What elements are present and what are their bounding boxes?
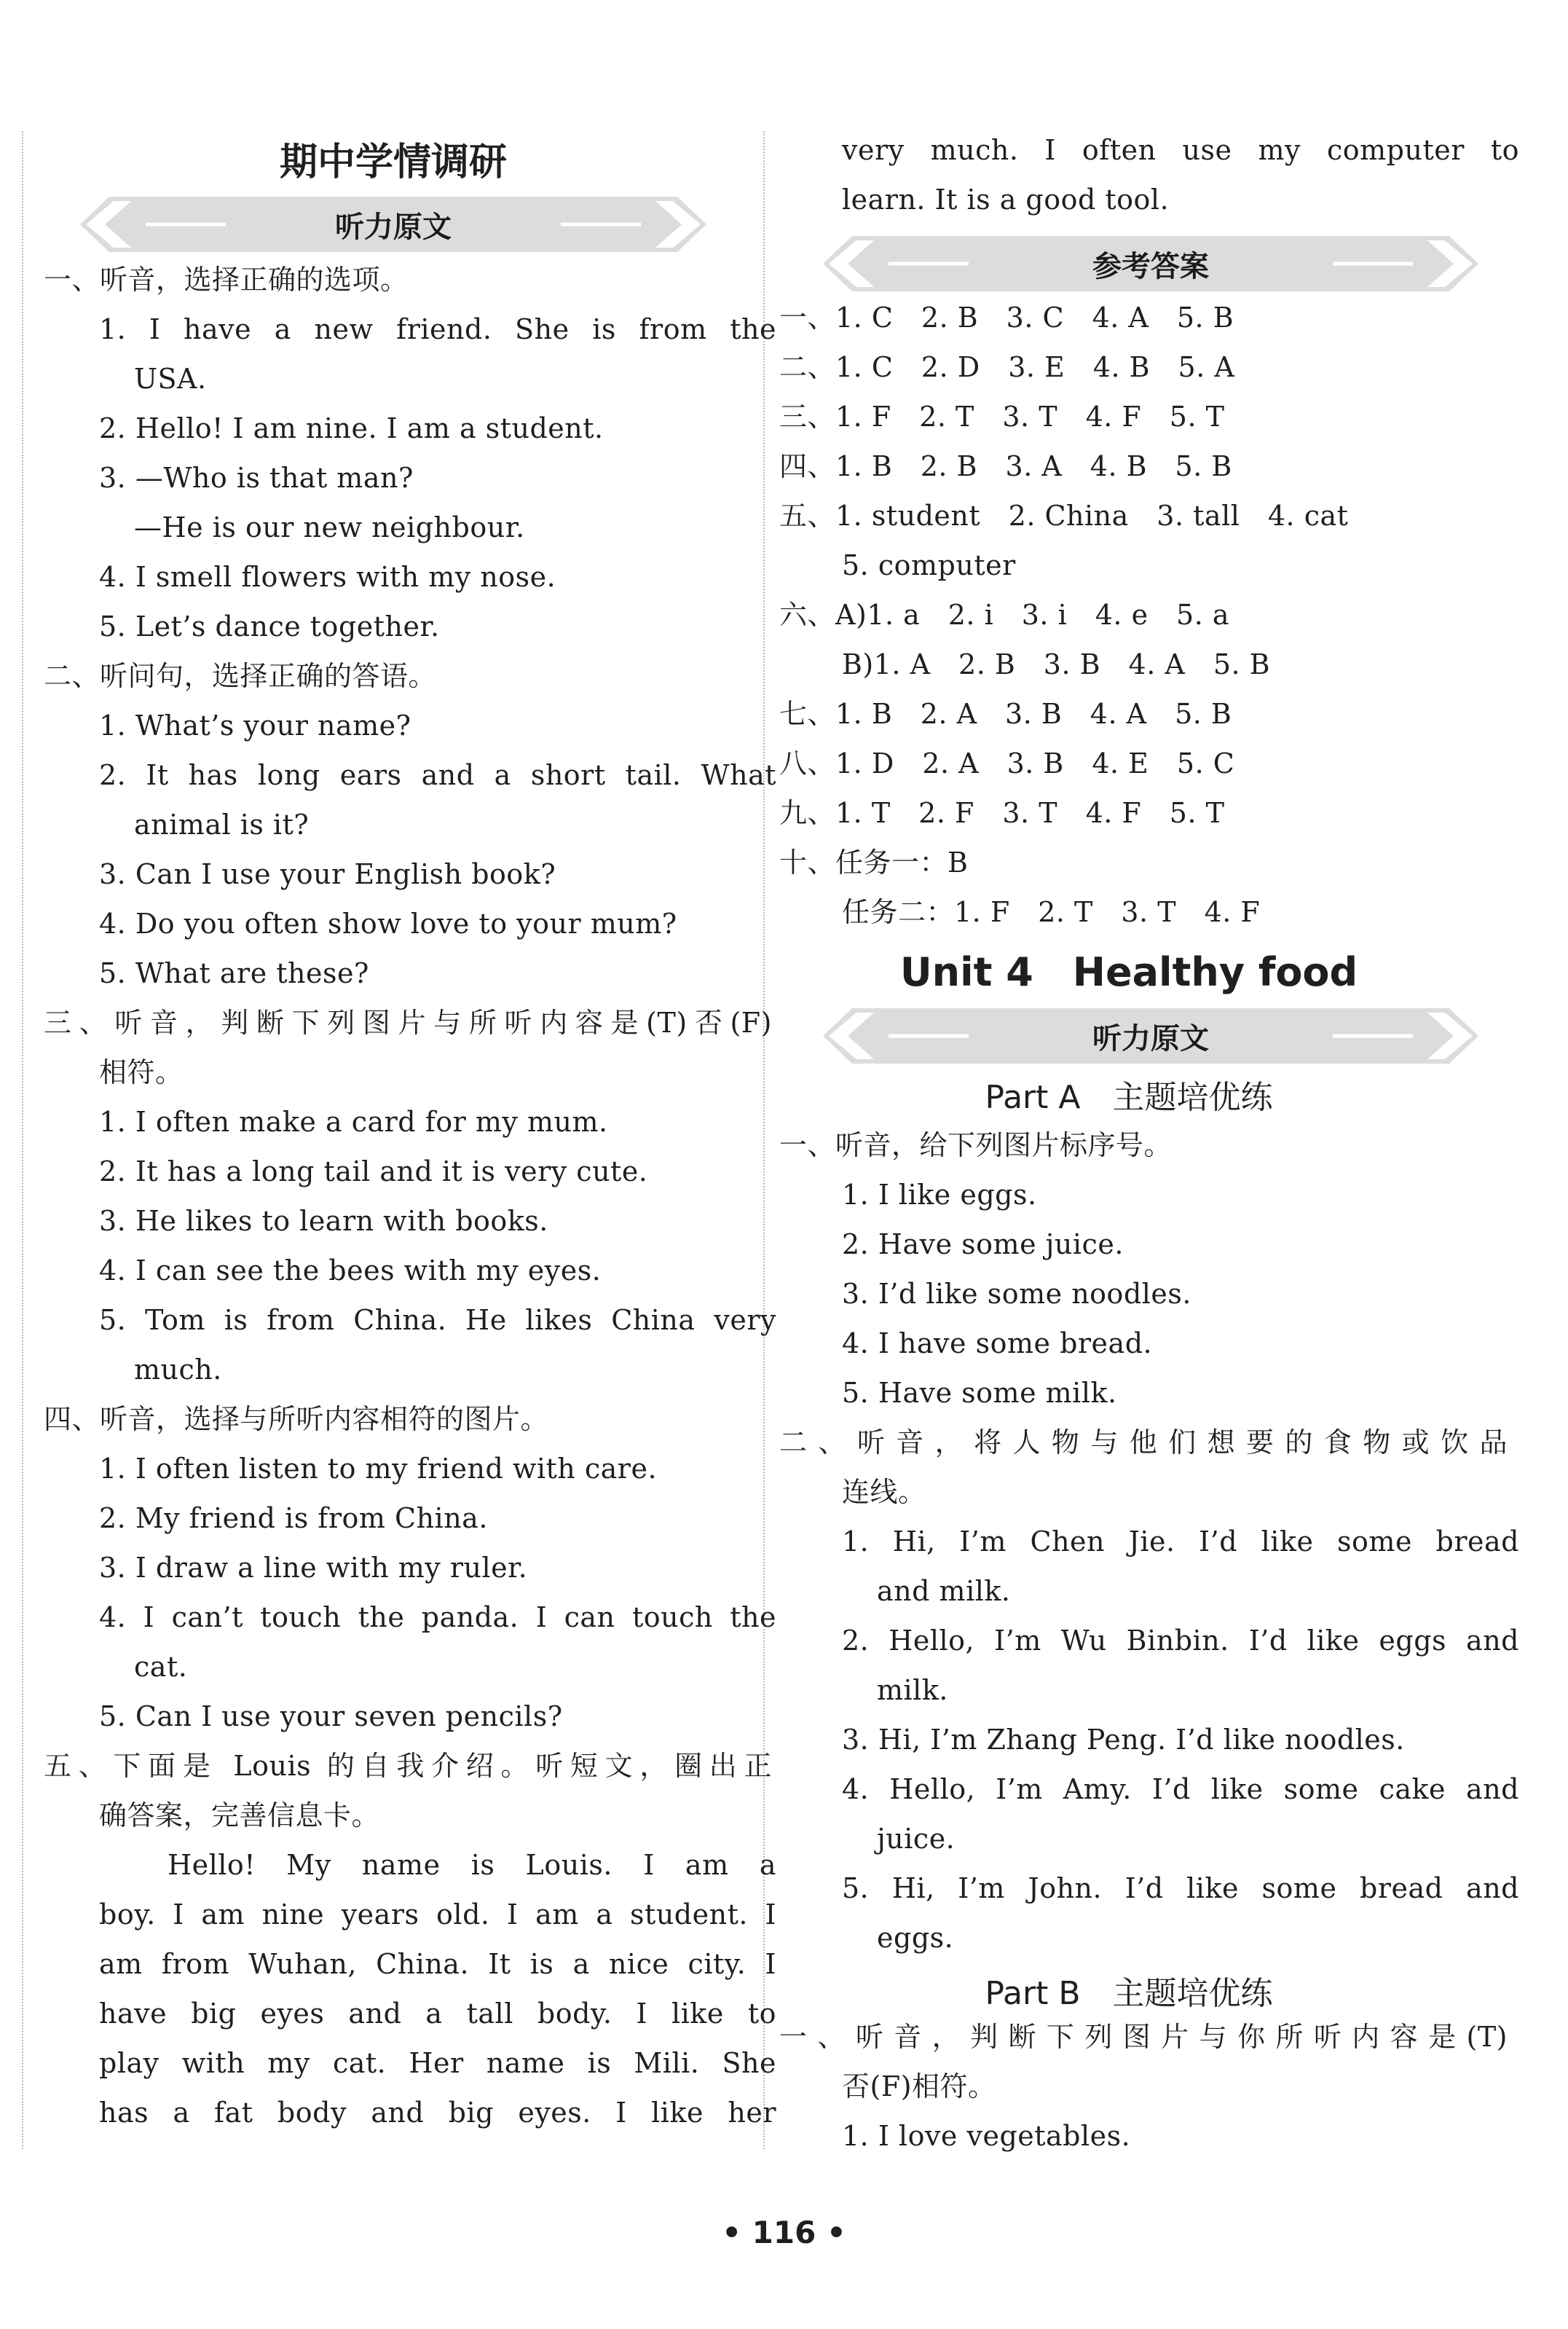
text-line: 1. Hi, I’m Chen Jie. I’d like some bread xyxy=(842,1525,1519,1558)
text-line: 4. Hello, I’m Amy. I’d like some cake and xyxy=(842,1773,1519,1805)
answer-line: 任务二：1. F 2. T 3. T 4. F xyxy=(842,896,1261,928)
answer-banner xyxy=(823,236,1478,291)
answer-line: 九、1. T 2. F 3. T 4. F 5. T xyxy=(779,797,1225,829)
section-heading: 五、下面是 Louis 的自我介绍。听短文，圈出正 xyxy=(44,1750,772,1782)
text-line: 2. Have some juice. xyxy=(842,1228,1124,1260)
answer-line: 八、1. D 2. A 3. B 4. E 5. C xyxy=(779,747,1235,779)
part-a-heading: Part A 主题培优练 xyxy=(985,1079,1273,1116)
text-line: 相符。 xyxy=(99,1056,184,1088)
text-line: 5. Let’s dance together. xyxy=(99,610,440,643)
text-line: 2. Hello, I’m Wu Binbin. I’d like eggs and xyxy=(842,1625,1519,1657)
section-heading: 三、听音，判断下列图片与所听内容是(T)否(F) xyxy=(44,1007,772,1039)
text-line: 1. I love vegetables. xyxy=(842,2120,1131,2152)
text-line: juice. xyxy=(877,1823,956,1855)
text-line: 2. It has a long tail and it is very cute. xyxy=(99,1155,648,1187)
answer-line: 二、1. C 2. D 3. E 4. B 5. A xyxy=(779,351,1235,383)
text-line: Hello! My name is Louis. I am a xyxy=(168,1849,776,1881)
text-line: 4. I can’t touch the panda. I can touch the xyxy=(99,1601,776,1633)
section-heading: 一、听音，给下列图片标序号。 xyxy=(779,1129,1173,1161)
text-line: cat. xyxy=(134,1651,188,1683)
text-line: 3. Hi, I’m Zhang Peng. I’d like noodles. xyxy=(842,1724,1405,1756)
text-line: 1. I often listen to my friend with care. xyxy=(99,1453,658,1485)
part-b-heading: Part B 主题培优练 xyxy=(985,1975,1273,2012)
text-line: 否(F)相符。 xyxy=(842,2070,996,2102)
text-line: much. xyxy=(134,1354,222,1386)
text-line: USA. xyxy=(134,363,207,395)
text-line: 1. I often make a card for my mum. xyxy=(99,1106,608,1138)
text-line: 3. I draw a line with my ruler. xyxy=(99,1552,528,1584)
text-line: 5. Have some milk. xyxy=(842,1377,1117,1409)
text-line: 2. It has long ears and a short tail. What xyxy=(99,759,776,791)
text-line: 4. I smell flowers with my nose. xyxy=(99,561,556,593)
text-line: animal is it? xyxy=(134,809,310,841)
answer-line: B)1. A 2. B 3. B 4. A 5. B xyxy=(842,648,1271,680)
section-heading: 二、听问句，选择正确的答语。 xyxy=(44,660,437,692)
text-line: 4. Do you often show love to your mum? xyxy=(99,908,677,940)
text-line: 1. I have a new friend. She is from the xyxy=(99,313,776,345)
text-line: 4. I can see the bees with my eyes. xyxy=(99,1254,602,1287)
unit-title: Unit 4 Healthy food xyxy=(899,949,1358,995)
answer-line: 5. computer xyxy=(842,549,1016,581)
answer-line: 七、1. B 2. A 3. B 4. A 5. B xyxy=(779,698,1232,730)
text-line: 5. Tom is from China. He likes China very xyxy=(99,1304,776,1336)
text-line: 确答案，完善信息卡。 xyxy=(99,1799,380,1831)
text-line: 5. Hi, I’m John. I’d like some bread and xyxy=(842,1872,1519,1904)
text-line: 1. I like eggs. xyxy=(842,1179,1037,1211)
text-line: 5. What are these? xyxy=(99,957,369,989)
banner-text: 听力原文 xyxy=(1092,1022,1209,1056)
page-title: 期中学情调研 xyxy=(279,141,507,184)
text-line: milk. xyxy=(877,1674,948,1706)
text-line: —He is our new neighbour. xyxy=(134,511,525,543)
answer-line: 十、任务一：B xyxy=(779,847,969,879)
text-line: 4. I have some bread. xyxy=(842,1327,1153,1359)
answer-line: 一、1. C 2. B 3. C 4. A 5. B xyxy=(779,302,1234,334)
answer-line: 三、1. F 2. T 3. T 4. F 5. T xyxy=(779,401,1225,433)
text-line: very much. I often use my computer to xyxy=(842,134,1519,166)
answer-line: 五、1. student 2. China 3. tall 4. cat xyxy=(779,500,1349,532)
text-line: 5. Can I use your seven pencils? xyxy=(99,1700,563,1732)
text-line: learn. It is a good tool. xyxy=(842,184,1170,216)
section-banner xyxy=(80,197,706,252)
text-line: 2. Hello! I am nine. I am a student. xyxy=(99,412,604,444)
answer-line: 四、1. B 2. B 3. A 4. B 5. B xyxy=(779,450,1232,482)
text-line: 2. My friend is from China. xyxy=(99,1502,488,1534)
text-line: 3. I’d like some noodles. xyxy=(842,1278,1191,1310)
page-number: • 116 • xyxy=(722,2215,846,2250)
section-heading: 四、听音，选择与所听内容相符的图片。 xyxy=(44,1403,549,1435)
text-line: 连线。 xyxy=(842,1476,926,1508)
left-margin-rule xyxy=(22,131,23,2149)
text-line: play with my cat. Her name is Mili. She xyxy=(99,2047,776,2079)
section-heading: 一、听音，判断下列图片与你所听内容是(T) xyxy=(779,2021,1508,2053)
text-line: am from Wuhan, China. It is a nice city. I xyxy=(99,1948,776,1980)
text-line: 3. —Who is that man? xyxy=(99,462,414,494)
banner-text: 听力原文 xyxy=(335,211,452,244)
section-heading: 一、听音，选择正确的选项。 xyxy=(44,264,409,296)
text-line: and milk. xyxy=(877,1575,1011,1607)
section-heading: 二、听音，将人物与他们想要的食物或饮品 xyxy=(779,1426,1508,1458)
answer-line: 六、A)1. a 2. i 3. i 4. e 5. a xyxy=(779,599,1230,631)
text-line: boy. I am nine years old. I am a student. I xyxy=(99,1898,776,1931)
text-line: has a fat body and big eyes. I like her xyxy=(99,2097,776,2129)
text-line: have big eyes and a tall body. I like to xyxy=(99,1998,776,2030)
text-line: 1. What’s your name? xyxy=(99,710,411,742)
text-line: eggs. xyxy=(877,1922,954,1954)
text-line: 3. Can I use your English book? xyxy=(99,858,556,890)
text-line: 3. He likes to learn with books. xyxy=(99,1205,548,1237)
listening-banner xyxy=(823,1008,1478,1064)
banner-text: 参考答案 xyxy=(1092,250,1209,283)
